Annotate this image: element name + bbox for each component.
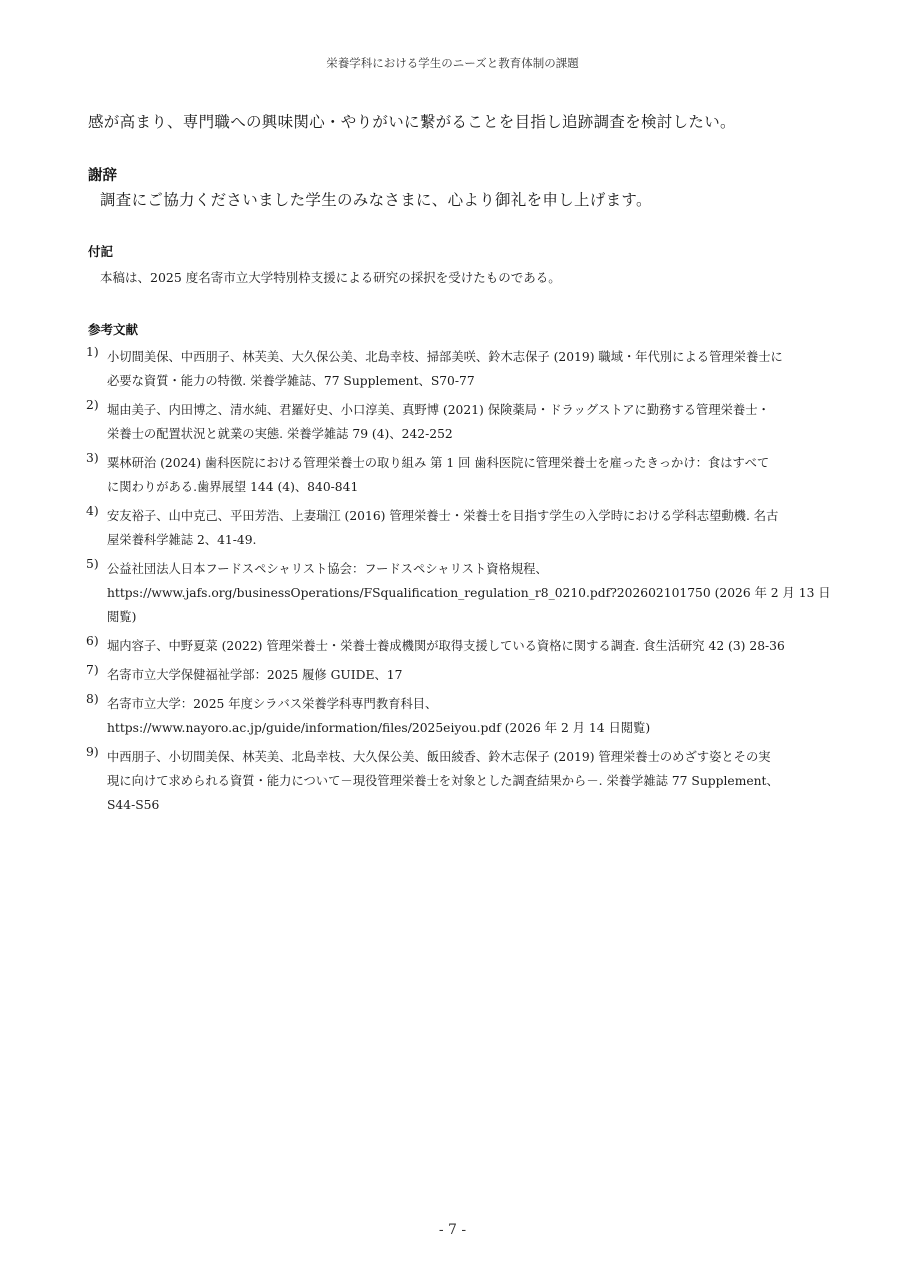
reference-text-line: 現に向けて求められる資質・能力について－現役管理栄養士を対象とした調査結果から－. 栄養学雑誌 77 Supplement、 [107, 774, 779, 788]
reference-text-line: 名寄市立大学保健福祉学部：2025 履修 GUIDE、17 [107, 668, 403, 682]
reference-text-line: 堀内容子、中野夏菜 (2022) 管理栄養士・栄養士養成機関が取得支援している資格に関する調査. 食生活研究 42 (3) 28-36 [107, 639, 785, 653]
reference-number: 7) [86, 663, 99, 677]
reference-item [86, 557, 831, 629]
reference-number: 1) [86, 345, 99, 359]
reference-number: 5) [86, 557, 99, 571]
reference-text-line: S44-S56 [107, 798, 160, 812]
note-text: 本稿は、2025 度名寄市立大学特別枠支援による研究の採択を受けたものである。 [100, 270, 561, 285]
running-header: 栄養学科における学生のニーズと教育体制の課題 [326, 56, 579, 70]
reference-number: 4) [86, 504, 99, 518]
reference-text-line: 公益社団法人日本フードスペシャリスト協会：フードスペシャリスト資格規程、 [107, 562, 548, 576]
reference-number: 2) [86, 398, 99, 412]
page-number: - 7 - [438, 1222, 467, 1238]
references-heading: 参考文献 [88, 322, 139, 337]
reference-text-line: 名寄市立大学：2025 年度シラバス栄養学科専門教育科目、 [107, 697, 438, 711]
reference-item [86, 504, 826, 552]
reference-text-line: https://www.nayoro.ac.jp/guide/information/files/2025eiyou.pdf (2026 年 2 月 14 日閲覧) [107, 721, 651, 735]
reference-item [86, 745, 826, 817]
reference-text-line: 屋栄養科学雑誌 2、41-49. [107, 533, 257, 547]
reference-item [86, 663, 826, 687]
reference-text-line: 中西朋子、小切間美保、林芙美、北島幸枝、大久保公美、飯田綾香、鈴木志保子 (2019) 管理栄養士のめざす姿とその実 [107, 750, 771, 764]
reference-number: 3) [86, 451, 99, 465]
acknowledgement-heading: 謝辞 [88, 168, 117, 184]
reference-text-line: 栄養士の配置状況と就業の実態. 栄養学雑誌 79 (4)、242-252 [107, 427, 453, 441]
reference-item [86, 345, 826, 393]
reference-text-line: https://www.jafs.org/businessOperations/FSqualification_regulation_r8_0210.pdf?202602101750 (2026 年 2 月 13 日 [107, 586, 831, 600]
reference-text-line: 粟林研治 (2024) 歯科医院における管理栄養士の取り組み 第 1 回 歯科医院に管理栄養士を雇ったきっかけ：食はすべて [107, 456, 770, 470]
reference-item [86, 398, 826, 446]
reference-text-line: に関わりがある.歯界展望 144 (4)、840-841 [107, 480, 359, 494]
reference-item [86, 634, 826, 658]
reference-list [86, 345, 831, 822]
reference-text-line: 堀由美子、内田博之、清水純、君羅好史、小口淳美、真野博 (2021) 保険薬局・ドラッグストアに勤務する管理栄養士・ [107, 403, 770, 417]
note-heading: 付記 [88, 244, 114, 259]
reference-number: 8) [86, 692, 99, 706]
reference-item [86, 451, 826, 499]
reference-number: 9) [86, 745, 99, 759]
reference-number: 6) [86, 634, 99, 648]
reference-item [86, 692, 826, 740]
reference-text-line: 閲覧) [107, 610, 137, 624]
acknowledgement-text: 調査にご協力くださいました学生のみなさまに、心より御礼を申し上げます。 [100, 191, 652, 209]
reference-text-line: 小切間美保、中西朋子、林芙美、大久保公美、北島幸枝、掃部美咲、鈴木志保子 (2019) 職域・年代別による管理栄養士に [107, 350, 783, 364]
reference-text-line: 必要な資質・能力の特徴. 栄養学雑誌、77 Supplement、S70-77 [107, 374, 475, 388]
reference-text-line: 安友裕子、山中克己、平田芳浩、上妻瑞江 (2016) 管理栄養士・栄養士を目指す学生の入学時における学科志望動機. 名古 [107, 509, 779, 523]
body-continuation-text: 感が高まり、専門職への興味関心・やりがいに繋がることを目指し追跡調査を検討したい。 [88, 113, 736, 131]
